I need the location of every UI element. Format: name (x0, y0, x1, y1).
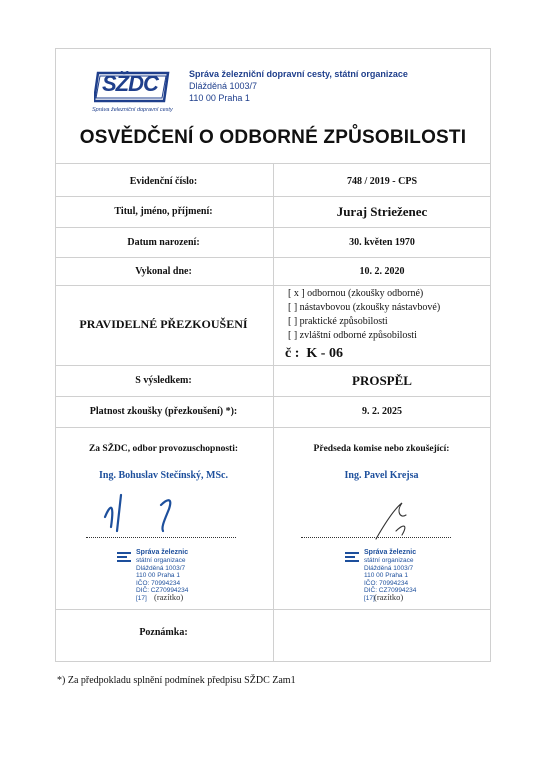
right-stamp-caption: (razítko) (374, 592, 404, 602)
stamp-line: 110 00 Praha 1 (364, 572, 408, 579)
organization-address (189, 68, 408, 104)
checkbox-prakticke: [ ] praktické způsobilosti (288, 316, 388, 327)
stamp-line: Dlážděná 1003/7 (136, 564, 186, 572)
birthdate-label: Datum narození: (127, 237, 200, 248)
left-stamp-caption: (razítko) (154, 592, 184, 602)
validity-label: Platnost zkoušky (přezkoušení) *): (89, 406, 238, 417)
footnote: *) Za předpokladu splnění podmínek předpisu SŽDC Zam1 (57, 675, 296, 686)
stamp-logo-icon (344, 551, 360, 563)
exam-type-checklist (288, 287, 440, 343)
stamp-line: DIČ: CZ70994234 (136, 587, 189, 594)
stamp-line: DIČ: CZ70994234 (364, 587, 417, 594)
left-signature-line (86, 537, 236, 538)
checkbox-zvlastni: [ ] zvláštní odborné způsobilosti (288, 330, 417, 341)
stamp-line: [17] (136, 594, 147, 602)
stamp-logo-icon (116, 551, 132, 563)
logo-subtitle: Správa železniční dopravní cesty (92, 107, 173, 113)
left-signature-icon (91, 487, 211, 537)
exam-date-value: 10. 2. 2020 (359, 266, 405, 277)
organization-street: Dlážděná 1003/7 (189, 81, 258, 91)
exam-number (285, 346, 343, 362)
validity-value: 9. 2. 2025 (362, 406, 402, 417)
exam-number-value: K - 06 (306, 346, 343, 361)
left-signatory-name: Ing. Bohuslav Stečínský, MSc. (99, 470, 228, 481)
stamp-line: státní organizace (364, 557, 414, 564)
stamp-line: IČO: 70994234 (364, 579, 409, 587)
exam-date-label: Vykonal dne: (135, 266, 192, 277)
result-label: S výsledkem: (135, 375, 192, 386)
stamp-line: 110 00 Praha 1 (136, 572, 180, 579)
reexam-type-label: PRAVIDELNÉ PŘEZKOUŠENÍ (79, 317, 248, 331)
checkbox-odbornou: [ x ] odbornou (zkoušky odborné) (288, 288, 424, 299)
organization-city: 110 00 Praha 1 (189, 93, 250, 103)
checkbox-nastavbovou: [ ] nástavbovou (zkoušky nástavbové) (288, 302, 441, 313)
exam-number-prefix: č : (285, 346, 300, 361)
right-signatory-name: Ing. Pavel Krejsa (344, 470, 419, 481)
stamp-name: Správa železnic (136, 549, 189, 556)
note-label: Poznámka: (139, 627, 188, 638)
right-signatory-title: Předseda komise nebo zkoušející: (313, 444, 450, 454)
right-signature-icon (356, 489, 436, 549)
name-value: Juraj Strieženec (336, 204, 428, 219)
stamp-name: Správa železnic (364, 549, 417, 556)
document-title: OSVĚDČENÍ O ODBORNÉ ZPŮSOBILOSTI (79, 127, 467, 148)
stamp-line: IČO: 70994234 (136, 579, 181, 587)
name-label: Titul, jméno, příjmení: (114, 206, 213, 217)
organization-name: Správa železniční dopravní cesty, státní organizace (189, 69, 408, 79)
stamp-line: [17] (364, 594, 375, 602)
right-stamp (344, 549, 464, 609)
logo-text: SŽDC (102, 71, 158, 96)
evidencni-label: Evidenční číslo: (129, 176, 198, 187)
evidencni-value: 748 / 2019 - CPS (347, 176, 417, 187)
result-value: PROSPĚL (352, 373, 412, 388)
stamp-line: Dlážděná 1003/7 (364, 564, 414, 572)
stamp-line: státní organizace (136, 557, 186, 564)
right-signature-line (301, 537, 451, 538)
left-signatory-title: Za SŽDC, odbor provozuschopnosti: (88, 444, 239, 454)
birthdate-value: 30. květen 1970 (349, 237, 415, 248)
certificate-page (55, 48, 491, 662)
